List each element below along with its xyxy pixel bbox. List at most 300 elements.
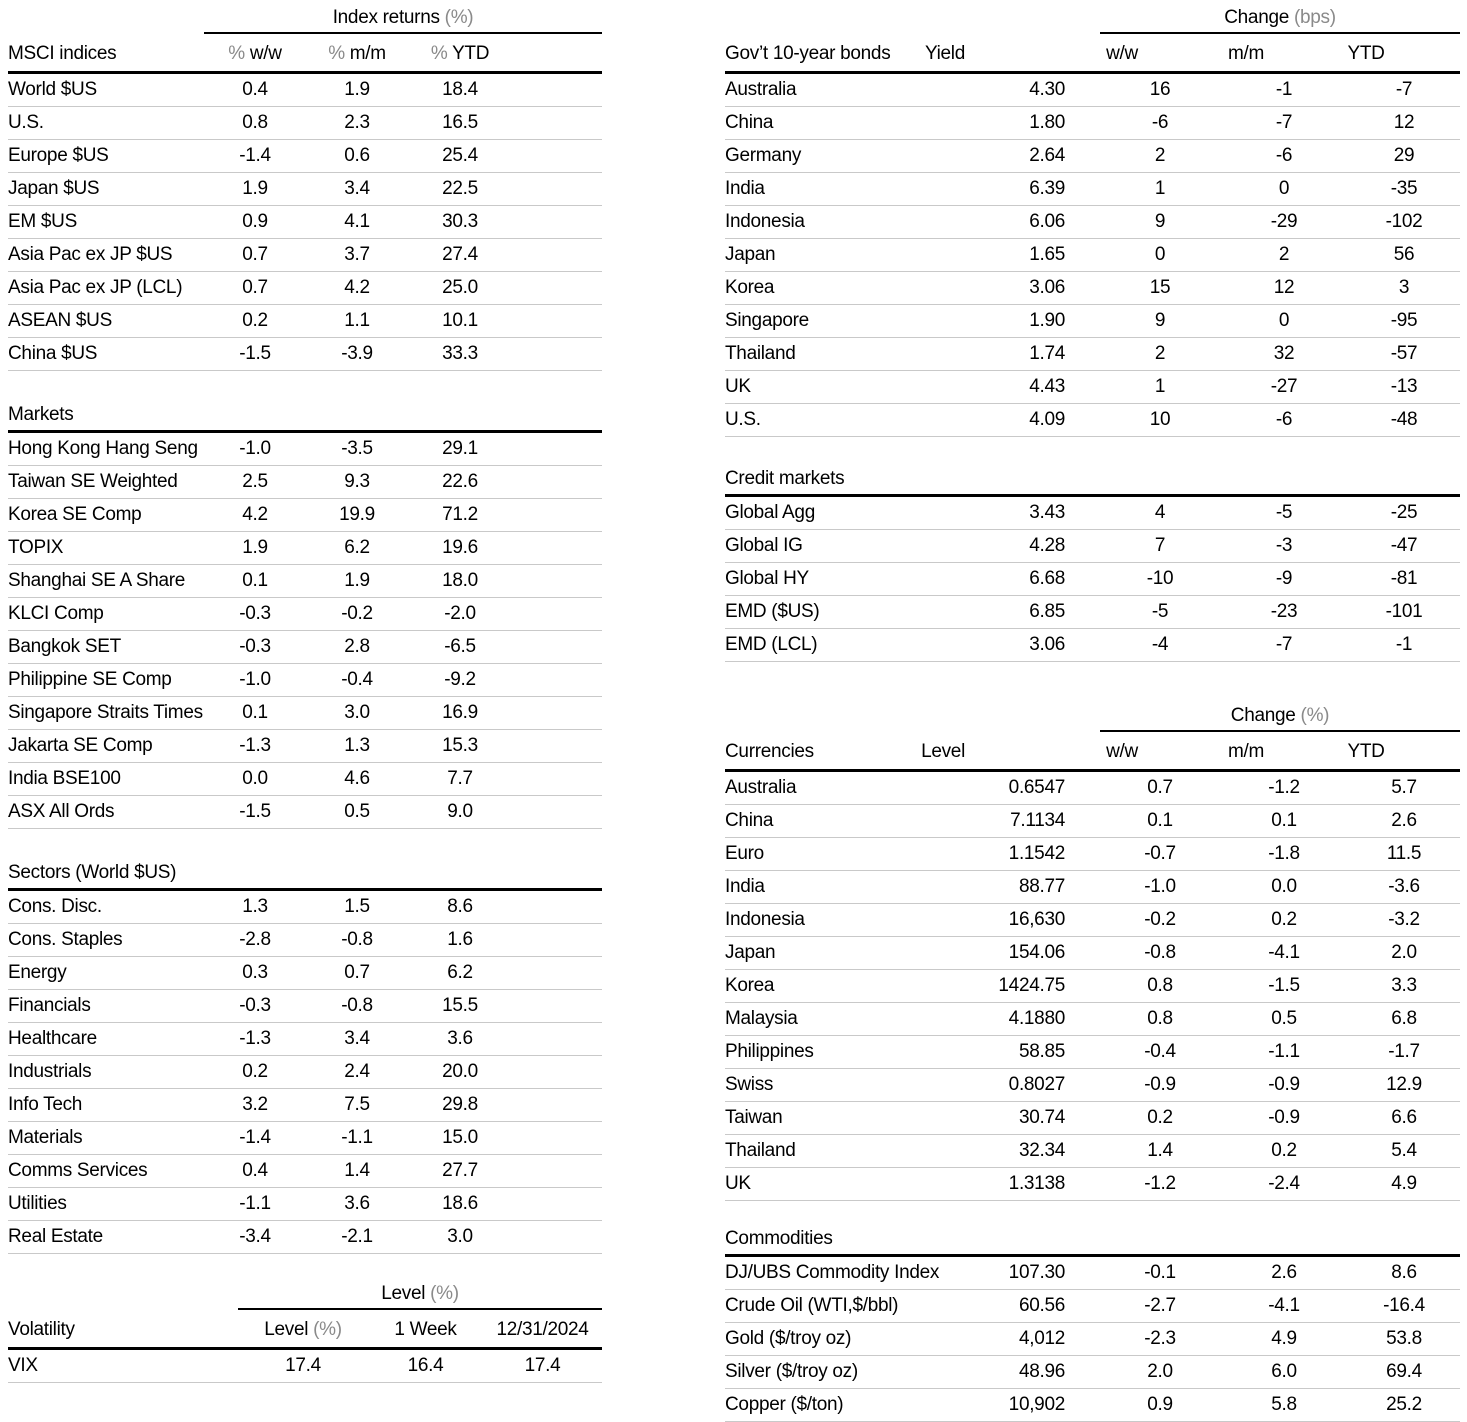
row-value: 2.6 <box>1220 1256 1348 1290</box>
row-value: -1.0 <box>1100 871 1220 904</box>
left-column <box>8 2 602 1383</box>
row-value: -3.9 <box>306 338 408 371</box>
spacer-cell <box>512 33 602 73</box>
row-value: 17.4 <box>483 1349 602 1383</box>
row-label: Comms Services <box>8 1155 204 1188</box>
table-row <box>8 924 602 957</box>
row-value: 5.4 <box>1348 1135 1460 1168</box>
row-value: 9 <box>1100 206 1220 239</box>
table-row <box>8 990 602 1023</box>
table-row <box>725 1356 1460 1389</box>
row-label: Korea <box>725 272 995 305</box>
row-value: 15 <box>1100 272 1220 305</box>
row-value: 107.30 <box>995 1256 1100 1290</box>
row-value: 4.6 <box>306 763 408 796</box>
row-value: -95 <box>1348 305 1460 338</box>
row-label: Swiss <box>725 1069 995 1102</box>
spacer-cell <box>512 239 602 272</box>
group-header-spacer <box>8 1278 238 1309</box>
credit-markets-title: Credit markets <box>725 466 1460 496</box>
row-value: -16.4 <box>1348 1290 1460 1323</box>
row-value: 2.0 <box>1348 937 1460 970</box>
row-value: 1.6 <box>408 924 512 957</box>
row-value: 1.80 <box>995 107 1100 140</box>
row-value: 48.96 <box>995 1356 1100 1389</box>
header-text-segment: (%) <box>444 7 474 28</box>
row-value: 0.0 <box>204 763 306 796</box>
spacer-cell <box>512 140 602 173</box>
row-value: 0.2 <box>1220 904 1348 937</box>
spacer-cell <box>512 173 602 206</box>
table-row <box>725 1003 1460 1036</box>
row-value: 4.09 <box>995 404 1100 437</box>
row-label: China <box>725 805 995 838</box>
header-text-segment: Index returns <box>332 7 445 28</box>
row-value: 0.4 <box>204 73 306 107</box>
row-value: 0.2 <box>1100 1102 1220 1135</box>
commodities-title: Commodities <box>725 1226 1460 1256</box>
row-label: China <box>725 107 995 140</box>
row-value: 1.65 <box>995 239 1100 272</box>
row-value: 3.4 <box>306 1023 408 1056</box>
row-value: 19.9 <box>306 499 408 532</box>
row-value: 15.3 <box>408 730 512 763</box>
row-value: 6.68 <box>995 563 1100 596</box>
row-label: ASEAN $US <box>8 305 204 338</box>
table-row <box>8 140 602 173</box>
row-label: Global HY <box>725 563 995 596</box>
row-label: Global Agg <box>725 496 995 530</box>
row-value: -0.8 <box>306 924 408 957</box>
row-value: -48 <box>1348 404 1460 437</box>
row-value: 1.9 <box>204 532 306 565</box>
row-value: 2.0 <box>1100 1356 1220 1389</box>
spacer-cell <box>512 1122 602 1155</box>
table-row <box>725 1256 1460 1290</box>
header-text-segment: m/m <box>1227 43 1265 64</box>
table-row <box>8 664 602 697</box>
row-value: -0.2 <box>306 598 408 631</box>
row-label: Indonesia <box>725 206 995 239</box>
row-value: 19.6 <box>408 532 512 565</box>
row-label: TOPIX <box>8 532 204 565</box>
row-value: 6.0 <box>1220 1356 1348 1389</box>
govt-10-year-bonds-col-header-0 <box>1100 33 1220 73</box>
row-value: 1.90 <box>995 305 1100 338</box>
row-value: -0.3 <box>204 990 306 1023</box>
row-value: 7.7 <box>408 763 512 796</box>
header-text-segment: Change <box>1224 7 1294 28</box>
table-row <box>8 631 602 664</box>
currencies-label-header: Currencies <box>725 731 995 771</box>
row-value: -2.7 <box>1100 1290 1220 1323</box>
table-row <box>725 871 1460 904</box>
row-value: 6.85 <box>995 596 1100 629</box>
row-value: 1424.75 <box>995 970 1100 1003</box>
row-label: Copper ($/ton) <box>725 1389 995 1422</box>
row-value: 29.1 <box>408 432 512 466</box>
table-row <box>725 771 1460 805</box>
row-value: 5.8 <box>1220 1389 1348 1422</box>
row-value: -1 <box>1220 73 1348 107</box>
row-value: -9.2 <box>408 664 512 697</box>
row-value: 6.8 <box>1348 1003 1460 1036</box>
table-row <box>8 239 602 272</box>
row-value: 0.0 <box>1220 871 1348 904</box>
spacer-cell <box>512 338 602 371</box>
govt-10-year-bonds-level-header <box>924 33 1100 73</box>
row-value: 22.6 <box>408 466 512 499</box>
row-value: 2 <box>1100 140 1220 173</box>
row-value: 2.8 <box>306 631 408 664</box>
row-value: 18.0 <box>408 565 512 598</box>
row-value: 0.5 <box>1220 1003 1348 1036</box>
row-value: 56 <box>1348 239 1460 272</box>
row-value: 16,630 <box>995 904 1100 937</box>
row-value: -1.3 <box>204 730 306 763</box>
row-value: -101 <box>1348 596 1460 629</box>
row-label: Gold ($/troy oz) <box>725 1323 995 1356</box>
spacer-cell <box>512 1188 602 1221</box>
row-value: 4.28 <box>995 530 1100 563</box>
table-markets <box>8 402 602 829</box>
table-sectors-world-us <box>8 860 602 1254</box>
row-label: Singapore <box>725 305 995 338</box>
table-row <box>8 1188 602 1221</box>
row-value: 32.34 <box>995 1135 1100 1168</box>
table-row <box>725 1323 1460 1356</box>
table-credit-markets <box>725 466 1460 662</box>
row-value: 6.06 <box>995 206 1100 239</box>
row-label: Japan $US <box>8 173 204 206</box>
spacer-cell <box>512 598 602 631</box>
row-value: 0.5 <box>306 796 408 829</box>
spacer-cell <box>512 565 602 598</box>
row-value: 29 <box>1348 140 1460 173</box>
table-row <box>8 206 602 239</box>
row-value: 3.6 <box>306 1188 408 1221</box>
row-value: 5.7 <box>1348 771 1460 805</box>
row-value: 10,902 <box>995 1389 1100 1422</box>
row-value: 22.5 <box>408 173 512 206</box>
row-label: China $US <box>8 338 204 371</box>
row-value: -1.4 <box>204 140 306 173</box>
row-value: 8.6 <box>408 890 512 924</box>
row-value: 0.2 <box>1220 1135 1348 1168</box>
row-value: 30.74 <box>995 1102 1100 1135</box>
row-label: Crude Oil (WTI,$/bbl) <box>725 1290 995 1323</box>
table-row <box>725 371 1460 404</box>
header-text-segment: (%) <box>313 1319 342 1340</box>
table-row <box>8 73 602 107</box>
row-label: Korea SE Comp <box>8 499 204 532</box>
header-text-segment: w/w <box>1106 43 1138 64</box>
table-row <box>8 1155 602 1188</box>
row-value: 4 <box>1100 496 1220 530</box>
header-text-segment: m/m <box>349 43 386 64</box>
row-value: -1.7 <box>1348 1036 1460 1069</box>
header-text-segment: Change <box>1230 705 1301 726</box>
row-label: Industrials <box>8 1056 204 1089</box>
govt-10-year-bonds-label-header: Gov’t 10-year bonds <box>725 33 995 73</box>
row-value: 16.9 <box>408 697 512 730</box>
row-value: -1.0 <box>204 664 306 697</box>
row-value: -1.4 <box>204 1122 306 1155</box>
row-value: -2.8 <box>204 924 306 957</box>
row-label: KLCI Comp <box>8 598 204 631</box>
row-value: 2.5 <box>204 466 306 499</box>
row-value: 69.4 <box>1348 1356 1460 1389</box>
row-label: Jakarta SE Comp <box>8 730 204 763</box>
row-value: 3.0 <box>306 697 408 730</box>
row-label: ASX All Ords <box>8 796 204 829</box>
row-value: -0.1 <box>1100 1256 1220 1290</box>
row-value: 3.2 <box>204 1089 306 1122</box>
row-label: Japan <box>725 239 995 272</box>
header-text-segment: w/w <box>1106 741 1138 762</box>
header-text-segment: (bps) <box>1293 7 1336 28</box>
row-value: 17.4 <box>238 1349 368 1383</box>
row-value: -3.6 <box>1348 871 1460 904</box>
row-label: India <box>725 871 995 904</box>
spacer-cell <box>512 763 602 796</box>
header-text-segment: (%) <box>1300 705 1330 726</box>
row-value: 6.6 <box>1348 1102 1460 1135</box>
spacer-cell <box>512 631 602 664</box>
spacer-cell <box>512 890 602 924</box>
volatility-col-header-0 <box>238 1309 368 1349</box>
row-label: Healthcare <box>8 1023 204 1056</box>
row-value: 7.1134 <box>995 805 1100 838</box>
table-row <box>8 730 602 763</box>
header-text-segment: Level <box>921 741 965 762</box>
table-row <box>725 338 1460 371</box>
table-row <box>8 1089 602 1122</box>
table-row <box>8 1349 602 1383</box>
govt-10-year-bonds-group-header <box>1100 2 1460 33</box>
row-label: Real Estate <box>8 1221 204 1254</box>
row-value: -35 <box>1348 173 1460 206</box>
row-label: EMD ($US) <box>725 596 995 629</box>
row-value: -0.8 <box>306 990 408 1023</box>
table-row <box>725 140 1460 173</box>
row-value: 25.0 <box>408 272 512 305</box>
spacer-cell <box>512 730 602 763</box>
row-value: 16.5 <box>408 107 512 140</box>
row-value: -29 <box>1220 206 1348 239</box>
row-label: Asia Pac ex JP (LCL) <box>8 272 204 305</box>
row-value: 18.6 <box>408 1188 512 1221</box>
row-value: -6.5 <box>408 631 512 664</box>
row-value: 6.2 <box>408 957 512 990</box>
row-value: 15.0 <box>408 1122 512 1155</box>
row-value: 2.6 <box>1348 805 1460 838</box>
header-text-segment: 1 Week <box>394 1319 457 1340</box>
table-row <box>725 73 1460 107</box>
table-row <box>725 563 1460 596</box>
row-value: -1.8 <box>1220 838 1348 871</box>
row-value: -1 <box>1348 629 1460 662</box>
row-value: 4,012 <box>995 1323 1100 1356</box>
row-value: -0.7 <box>1100 838 1220 871</box>
row-value: -7 <box>1348 73 1460 107</box>
row-label: U.S. <box>725 404 995 437</box>
row-label: Philippine SE Comp <box>8 664 204 697</box>
row-label: Cons. Staples <box>8 924 204 957</box>
row-label: Philippines <box>725 1036 995 1069</box>
table-row <box>725 1102 1460 1135</box>
row-label: Shanghai SE A Share <box>8 565 204 598</box>
row-label: Energy <box>8 957 204 990</box>
row-value: -1.0 <box>204 432 306 466</box>
row-value: 3.0 <box>408 1221 512 1254</box>
row-label: Global IG <box>725 530 995 563</box>
row-value: 3.06 <box>995 629 1100 662</box>
row-value: 7.5 <box>306 1089 408 1122</box>
row-label: India <box>725 173 995 206</box>
row-value: 2.3 <box>306 107 408 140</box>
spacer-cell <box>512 499 602 532</box>
sectors-world-us-title: Sectors (World $US) <box>8 860 602 890</box>
row-value: 0.9 <box>204 206 306 239</box>
table-msci-indices <box>8 2 602 371</box>
group-header-spacer <box>725 700 1100 731</box>
row-value: -3.5 <box>306 432 408 466</box>
table-row <box>725 970 1460 1003</box>
row-value: 9.3 <box>306 466 408 499</box>
row-label: Cons. Disc. <box>8 890 204 924</box>
row-value: 1.9 <box>204 173 306 206</box>
table-row <box>725 838 1460 871</box>
row-value: 3.6 <box>408 1023 512 1056</box>
row-value: 0.7 <box>306 957 408 990</box>
header-text-segment: (%) <box>430 1283 459 1304</box>
row-value: -6 <box>1220 404 1348 437</box>
table-row <box>8 957 602 990</box>
row-value: 1 <box>1100 173 1220 206</box>
table-row <box>8 565 602 598</box>
group-header-spacer <box>725 2 1100 33</box>
row-value: 1.5 <box>306 890 408 924</box>
spacer-cell <box>512 1023 602 1056</box>
row-value: 60.56 <box>995 1290 1100 1323</box>
table-commodities <box>725 1226 1460 1422</box>
currencies-col-header-0 <box>1100 731 1220 771</box>
spacer-cell <box>512 532 602 565</box>
table-row <box>8 697 602 730</box>
table-row <box>725 107 1460 140</box>
row-value: -4 <box>1100 629 1220 662</box>
row-value: 27.7 <box>408 1155 512 1188</box>
row-value: 1.1 <box>306 305 408 338</box>
table-row <box>8 107 602 140</box>
table-row <box>725 1168 1460 1201</box>
group-header-spacer <box>8 2 204 33</box>
row-label: Materials <box>8 1122 204 1155</box>
header-text-segment: YTD <box>1347 741 1385 762</box>
row-value: 9 <box>1100 305 1220 338</box>
row-value: 0.9 <box>1100 1389 1220 1422</box>
row-value: -1.1 <box>1220 1036 1348 1069</box>
row-value: 6.2 <box>306 532 408 565</box>
row-label: UK <box>725 1168 995 1201</box>
row-label: EMD (LCL) <box>725 629 995 662</box>
table-row <box>8 1056 602 1089</box>
row-value: 1.9 <box>306 73 408 107</box>
row-value: 10 <box>1100 404 1220 437</box>
row-value: -57 <box>1348 338 1460 371</box>
row-value: 4.1 <box>306 206 408 239</box>
table-row <box>725 239 1460 272</box>
row-label: Taiwan <box>725 1102 995 1135</box>
row-value: 0.8027 <box>995 1069 1100 1102</box>
row-value: 71.2 <box>408 499 512 532</box>
spacer-cell <box>512 1155 602 1188</box>
row-value: 25.2 <box>1348 1389 1460 1422</box>
row-label: India BSE100 <box>8 763 204 796</box>
currencies-group-header <box>1100 700 1460 731</box>
row-value: 11.5 <box>1348 838 1460 871</box>
row-value: 0.7 <box>1100 771 1220 805</box>
row-label: Korea <box>725 970 995 1003</box>
row-value: 0.1 <box>204 697 306 730</box>
table-row <box>8 796 602 829</box>
row-value: 4.9 <box>1220 1323 1348 1356</box>
table-row <box>725 496 1460 530</box>
header-text-segment: Yield <box>924 43 965 64</box>
row-value: -2.3 <box>1100 1323 1220 1356</box>
row-label: Thailand <box>725 338 995 371</box>
row-value: 1.4 <box>306 1155 408 1188</box>
row-label: Australia <box>725 73 995 107</box>
header-text-segment: Level <box>264 1319 314 1340</box>
row-label: Taiwan SE Weighted <box>8 466 204 499</box>
row-label: Australia <box>725 771 995 805</box>
row-value: -4.1 <box>1220 1290 1348 1323</box>
table-row <box>8 1023 602 1056</box>
row-label: Thailand <box>725 1135 995 1168</box>
row-value: 0.8 <box>204 107 306 140</box>
row-value: 12.9 <box>1348 1069 1460 1102</box>
row-value: 7 <box>1100 530 1220 563</box>
row-value: 4.43 <box>995 371 1100 404</box>
row-value: -81 <box>1348 563 1460 596</box>
msci-indices-col-header-1 <box>306 33 408 73</box>
right-column <box>725 2 1460 1422</box>
table-row <box>725 1290 1460 1323</box>
row-value: 58.85 <box>995 1036 1100 1069</box>
row-value: 0.2 <box>204 1056 306 1089</box>
table-row <box>8 432 602 466</box>
table-row <box>725 629 1460 662</box>
row-label: Utilities <box>8 1188 204 1221</box>
row-value: 10.1 <box>408 305 512 338</box>
row-value: 88.77 <box>995 871 1100 904</box>
row-value: 3.06 <box>995 272 1100 305</box>
row-value: 0.8 <box>1100 970 1220 1003</box>
row-value: 16 <box>1100 73 1220 107</box>
table-row <box>8 598 602 631</box>
row-value: 0.7 <box>204 272 306 305</box>
row-label: Euro <box>725 838 995 871</box>
spacer-cell <box>512 432 602 466</box>
row-label: VIX <box>8 1349 238 1383</box>
spacer-cell <box>512 305 602 338</box>
row-value: 1.1542 <box>995 838 1100 871</box>
msci-indices-col-header-2 <box>408 33 512 73</box>
row-value: -1.3 <box>204 1023 306 1056</box>
row-label: DJ/UBS Commodity Index <box>725 1256 995 1290</box>
